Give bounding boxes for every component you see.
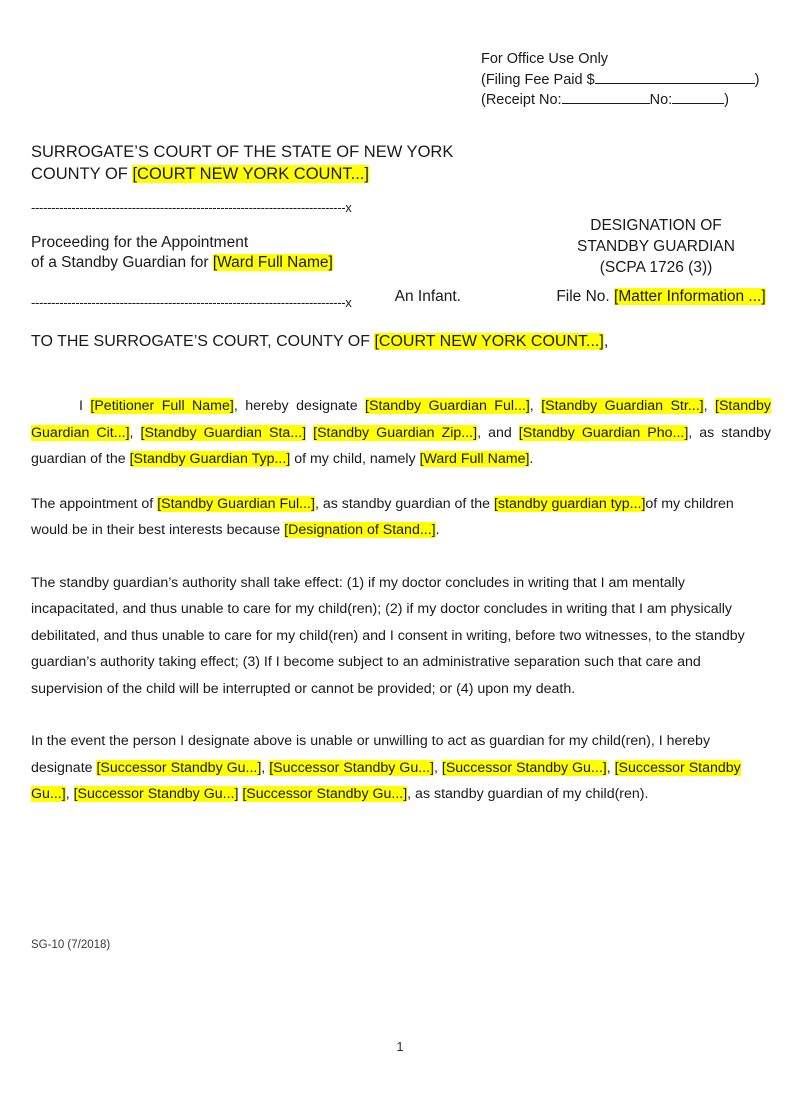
successor-text-3: , [434, 759, 442, 776]
token-standby-guardian-full-name[interactable]: [Standby Guardian Ful...] [365, 398, 530, 414]
designation-text-3: , [529, 398, 542, 414]
filing-fee-blank[interactable] [595, 70, 755, 84]
designation-text-10: . [529, 451, 534, 467]
best-interests-text-4: . [435, 522, 440, 538]
successor-text-5: , [65, 786, 74, 802]
designation-text-8: , as standby guardian of the [31, 424, 771, 467]
token-successor-standby-guardian-1[interactable]: [Successor Standby Gu...] [96, 759, 262, 776]
office-use-title: For Office Use Only [481, 51, 609, 67]
token-court-county[interactable]: [COURT NEW YORK COUNT...] [132, 165, 369, 183]
token-successor-standby-guardian-2[interactable]: [Successor Standby Gu...] [269, 759, 434, 776]
designation-text-5: , [129, 424, 141, 441]
office-use-block [481, 49, 759, 111]
form-code: SG-10 (7/2018) [31, 939, 111, 951]
token-standby-guardian-zip[interactable]: [Standby Guardian Zip...] [313, 424, 478, 441]
token-successor-standby-guardian-3[interactable]: [Successor Standby Gu...] [441, 759, 607, 776]
court-heading [31, 141, 453, 185]
addressee-suffix: , [603, 333, 609, 350]
token-ward-full-name[interactable]: [Ward Full Name] [212, 254, 333, 271]
filing-fee-label: (Filing Fee Paid $ [481, 71, 595, 88]
addressee-prefix: TO THE SURROGATE’S COURT, COUNTY OF [31, 333, 375, 350]
an-infant-label: An Infant. [394, 288, 461, 305]
paragraph-authority: The standby guardian’s authority shall take effect: (1) if my doctor concludes in writing that I am mentally incapacitated, and thus unable to care for my child(ren); (2) if my doctor concludes in writing that I am physically debilitated, and thus unable to care for my child(ren) and I consent in writing, before two witnesses, to the standby guardian’s authority taking effect; (3) If I become subject to an administrative separation such that care and supervision of the child will be interrupted or cannot be provided; or (4) upon my death. [31, 574, 745, 697]
document-title-line-1: DESIGNATION OF [590, 217, 722, 234]
successor-text-1: In the event the person I designate above is unable or unwilling to act as guardian for my child(ren), I hereby designate [31, 733, 711, 776]
receipt-no-label: (Receipt No: [481, 92, 562, 108]
caption-block [31, 200, 771, 310]
proceeding-description [31, 233, 333, 273]
caption-separator-bottom: ------------------------------------------------------------------------------x [31, 295, 352, 310]
addressee-line [31, 333, 608, 351]
token-successor-standby-guardian-6[interactable]: [Successor Standby Gu...] [242, 786, 408, 802]
best-interests-text-1: The appointment of [31, 495, 158, 512]
best-interests-text-3: of my children would be in their best interests because [31, 495, 734, 538]
token-successor-standby-guardian-5[interactable]: [Successor Standby Gu...] [73, 786, 239, 802]
file-number-label: File No. [556, 288, 615, 305]
court-heading-line-1: SURROGATE’S COURT OF THE STATE OF NEW YORK [31, 143, 454, 161]
caption-body [31, 215, 771, 305]
designation-text-2: , hereby designate [233, 398, 366, 414]
designation-text-7: , and [477, 424, 519, 441]
page-number: 1 [396, 1040, 404, 1054]
token-ward-full-name-body[interactable]: [Ward Full Name] [419, 451, 530, 467]
designation-text-1: I [79, 398, 91, 414]
document-title-line-2: STANDBY GUARDIAN [577, 238, 735, 255]
token-standby-guardian-phone[interactable]: [Standby Guardian Pho...] [518, 424, 689, 441]
successor-text-4: , [606, 759, 615, 776]
token-standby-guardian-type-lower[interactable]: [standby guardian typ...] [493, 495, 646, 512]
designation-text-4: , [703, 398, 715, 414]
token-addressee-county[interactable]: [COURT NEW YORK COUNT...] [374, 333, 604, 350]
receipt-no-close: ) [724, 92, 730, 108]
county-of-label: COUNTY OF [31, 165, 133, 183]
token-successor-standby-guardian-4[interactable]: [Successor Standby Gu...] [31, 759, 741, 802]
file-number-line [506, 288, 800, 306]
filing-fee-close: ) [754, 71, 760, 88]
designation-text-9: of my child, namely [290, 451, 420, 467]
token-standby-guardian-city[interactable]: [Standby Guardian Cit...] [31, 398, 772, 441]
caption-separator-top: ------------------------------------------------------------------------------x [31, 200, 352, 215]
token-standby-guardian-full-name-2[interactable]: [Standby Guardian Ful...] [157, 495, 315, 512]
filing-fee-line [481, 70, 759, 91]
court-heading-line-2 [31, 163, 453, 185]
paragraph-designation [31, 393, 771, 473]
token-standby-guardian-state[interactable]: [Standby Guardian Sta...] [140, 424, 307, 441]
document-title-statute: (SCPA 1726 (3)) [599, 259, 713, 276]
successor-text-2: , [261, 759, 270, 776]
document-title-block [506, 215, 800, 278]
token-matter-information[interactable]: [Matter Information ...] [614, 288, 766, 305]
paragraph-successor [31, 728, 771, 808]
token-petitioner-full-name[interactable]: [Petitioner Full Name] [90, 398, 234, 414]
best-interests-text-2: , as standby guardian of the [314, 495, 494, 512]
receipt-no-middle-label: No: [649, 92, 673, 108]
token-standby-guardian-street[interactable]: [Standby Guardian Str...] [541, 398, 704, 414]
receipt-no-line [481, 90, 759, 111]
receipt-no-second-blank[interactable] [672, 90, 724, 104]
proceeding-line-1: Proceeding for the Appointment [31, 234, 249, 251]
proceeding-line-2 [31, 253, 333, 273]
paragraph-best-interests [31, 491, 771, 544]
token-designation-of-standby[interactable]: [Designation of Stand...] [284, 522, 436, 538]
successor-text-7: , as standby guardian of my child(ren). [407, 786, 649, 802]
token-standby-guardian-type[interactable]: [Standby Guardian Typ...] [129, 451, 291, 467]
standby-guardian-for-label: of a Standby Guardian for [31, 254, 213, 271]
document-body [31, 393, 771, 826]
receipt-no-blank[interactable] [562, 90, 650, 104]
